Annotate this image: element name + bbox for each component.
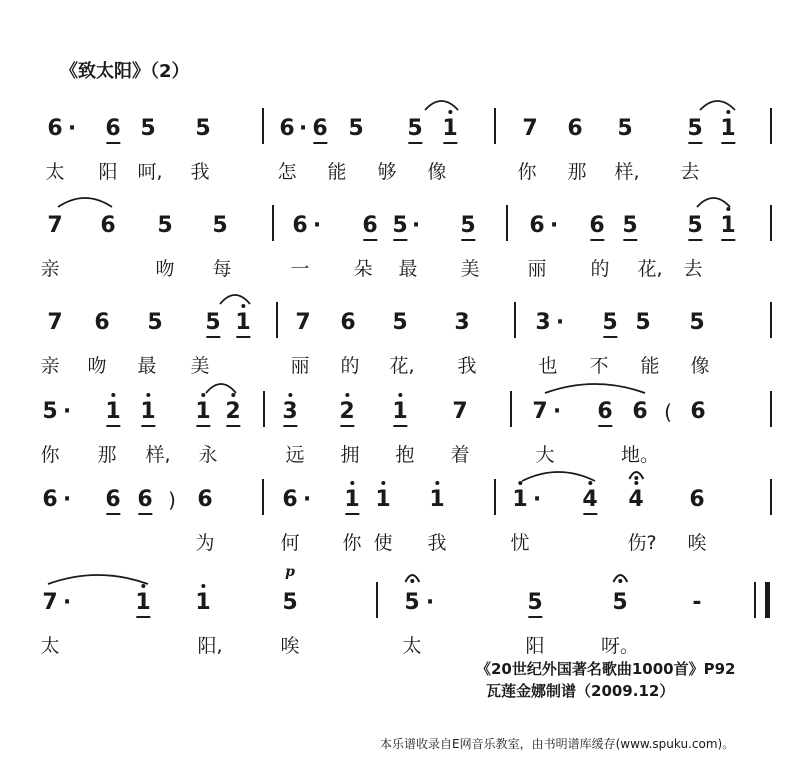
note: 6 [282,487,298,512]
note: 1 [429,489,444,511]
underline-mark [461,239,475,241]
note: 4 [582,489,597,511]
slur-mark [522,467,595,483]
note: 6 [567,116,583,141]
note: 5 [687,215,702,237]
lyric-syllable: 忧 [510,532,530,554]
augmentation-dot: · [302,487,312,512]
lyric-syllable: 我 [457,355,477,377]
octave-dot-above [435,481,439,485]
lyric-syllable: 的 [340,355,360,377]
note: 3 [535,310,551,335]
lyric-syllable: 太 [402,635,422,657]
note: 5 [687,118,702,140]
note: 6 [100,213,116,238]
underline-mark [206,336,220,338]
lyric-syllable: 去 [680,161,700,183]
note: 7 [47,310,63,335]
octave-dot-above [146,393,150,397]
lyric-syllable: 的 [590,258,610,280]
octave-dot-above [201,393,205,397]
augmentation-dot: · [532,487,542,512]
underline-mark [106,513,120,515]
footer-note: 本乐谱收录自E网音乐教室，由书明谱库缓存(www.spuku.com)。 [380,737,735,751]
note: 6 [632,399,648,424]
note: 1 [135,592,150,614]
note: 6 [137,489,152,511]
octave-dot-above [201,584,205,588]
lyric-syllable: 大 [535,444,555,466]
underline-mark [313,142,327,144]
augmentation-dot: · [549,213,559,238]
lyric-syllable: 不 [589,355,609,377]
bar-line [376,582,378,618]
underline-mark [688,142,702,144]
lyric-syllable: 朵 [353,258,373,280]
underline-mark [598,425,612,427]
slur-mark [425,96,458,112]
lyric-syllable: 美 [190,355,210,377]
fermata-icon [403,568,421,586]
augmentation-dot: · [555,310,565,335]
bar-line [770,479,772,515]
lyric-syllable: 一 [290,258,310,280]
slur-mark [206,379,236,395]
note: 1 [512,489,527,511]
repeat-paren: ) [168,488,176,512]
octave-dot-above [398,393,402,397]
lyric-syllable: 去 [683,258,703,280]
slur-mark [545,379,645,395]
source-credit: 《20世纪外国著名歌曲1000首》P92 [476,660,736,678]
lyric-syllable: 着 [450,444,470,466]
note: 6 [689,487,705,512]
underline-mark [528,616,542,618]
augmentation-dot: · [62,487,72,512]
underline-mark [340,425,354,427]
underline-mark [721,239,735,241]
bar-line [276,302,278,338]
note: 4 [628,489,643,511]
augmentation-dot: · [62,399,72,424]
augmentation-dot: · [552,399,562,424]
bar-line [770,302,772,338]
underline-mark [393,239,407,241]
note: 5 [212,213,228,238]
lyric-syllable: 样, [614,161,640,183]
lyric-syllable: 怎 [277,161,297,183]
note: 1 [720,215,735,237]
underline-mark [583,513,597,515]
note: 7 [532,399,548,424]
lyric-syllable: 花, [389,355,415,377]
lyric-syllable: 呵, [137,161,163,183]
lyric-syllable: 那 [567,161,587,183]
lyric-syllable: 你 [517,161,537,183]
note: 7 [47,213,63,238]
augmentation-dot: · [67,116,77,141]
note: 1 [195,592,210,614]
lyric-syllable: 丽 [290,355,310,377]
octave-dot-above [288,393,292,397]
lyric-syllable: 像 [690,355,710,377]
underline-mark [141,425,155,427]
note: 1 [105,401,120,423]
lyric-syllable: 唉 [280,635,300,657]
bar-line [506,205,508,241]
octave-dot-above [381,481,385,485]
note: 5 [42,399,58,424]
sustain-dash: - [692,590,702,615]
lyric-syllable: 最 [137,355,157,377]
underline-mark [590,239,604,241]
lyric-syllable: 你 [342,532,362,554]
lyric-syllable: 伤? [627,532,657,554]
underline-mark [393,425,407,427]
note: 6 [105,489,120,511]
note: 5 [392,310,408,335]
underline-mark [623,239,637,241]
transcriber-credit: 瓦莲金娜制谱（2009.12） [486,682,675,700]
underline-mark [106,425,120,427]
lyric-syllable: 抱 [395,444,415,466]
lyric-syllable: 使 [373,532,393,554]
lyric-syllable: 我 [190,161,210,183]
note: 2 [339,401,354,423]
augmentation-dot: · [411,213,421,238]
note: 6 [340,310,356,335]
augmentation-dot: · [298,116,308,141]
underline-mark [196,425,210,427]
note: 6 [42,487,58,512]
lyric-syllable: 吻 [87,355,107,377]
lyric-syllable: 我 [427,532,447,554]
note: 6 [279,116,295,141]
note: 1 [442,118,457,140]
note: 5 [195,116,211,141]
note: 5 [527,592,542,614]
lyric-syllable: 太 [45,161,65,183]
lyric-syllable: 吻 [155,258,175,280]
note: 5 [460,215,475,237]
note: 5 [689,310,705,335]
final-bar-line [765,582,770,618]
augmentation-dot: · [312,213,322,238]
note: 1 [392,401,407,423]
bar-line [494,108,496,144]
bar-line [510,391,512,427]
lyric-syllable: 阳, [197,635,223,657]
lyric-syllable: 丽 [527,258,547,280]
lyric-syllable: 像 [427,161,447,183]
underline-mark [345,513,359,515]
slur-mark [700,96,735,112]
note: 5 [622,215,637,237]
bar-line [770,108,772,144]
note: 6 [589,215,604,237]
lyric-syllable: 能 [327,161,347,183]
lyric-syllable: 永 [198,444,218,466]
bar-line [514,302,516,338]
augmentation-dot: · [62,590,72,615]
fermata-icon [627,465,645,483]
note: 6 [312,118,327,140]
note: 5 [407,118,422,140]
underline-mark [283,425,297,427]
lyric-syllable: 最 [398,258,418,280]
underline-mark [226,425,240,427]
underline-mark [363,239,377,241]
note: 6 [197,487,213,512]
note: 7 [452,399,468,424]
note: 5 [392,215,407,237]
underline-mark [138,513,152,515]
note: 6 [529,213,545,238]
bar-line [770,391,772,427]
note: 6 [362,215,377,237]
note: 6 [47,116,63,141]
note: 5 [612,592,627,614]
lyric-syllable: 太 [40,635,60,657]
note: 7 [295,310,311,335]
lyric-syllable: 阳 [525,635,545,657]
note: 6 [292,213,308,238]
note: 7 [522,116,538,141]
fermata-icon [611,568,629,586]
lyric-syllable: 阳 [98,161,118,183]
note: 5 [635,310,651,335]
lyric-syllable: 地。 [620,444,660,466]
octave-dot-above [345,393,349,397]
underline-mark [236,336,250,338]
lyric-syllable: 亲 [40,258,60,280]
lyric-syllable: 亲 [40,355,60,377]
bar-line [754,582,756,618]
note: 5 [348,116,364,141]
octave-dot-above [350,481,354,485]
lyric-syllable: 呀。 [600,635,640,657]
slur-mark [697,193,730,209]
slur-mark [48,570,148,586]
underline-mark [443,142,457,144]
lyric-syllable: 够 [377,161,397,183]
dynamic-marking: p [285,564,295,580]
note: 1 [720,118,735,140]
lyric-syllable: 何 [280,532,300,554]
note: 5 [617,116,633,141]
bar-line [494,479,496,515]
bar-line [263,391,265,427]
note: 6 [105,118,120,140]
lyric-syllable: 唉 [687,532,707,554]
note: 5 [404,592,419,614]
lyric-syllable: 远 [285,444,305,466]
note: 2 [225,401,240,423]
note: 3 [454,310,470,335]
lyric-syllable: 你 [40,444,60,466]
underline-mark [603,336,617,338]
lyric-syllable: 能 [640,355,660,377]
lyric-syllable: 为 [195,532,215,554]
repeat-paren: ( [664,400,672,424]
lyric-syllable: 也 [538,355,558,377]
underline-mark [106,142,120,144]
underline-mark [408,142,422,144]
bar-line [262,108,264,144]
slur-mark [58,193,112,209]
bar-line [262,479,264,515]
slur-mark [220,290,250,306]
note: 5 [602,312,617,334]
lyric-syllable: 每 [212,258,232,280]
lyric-syllable: 那 [97,444,117,466]
note: 6 [690,399,706,424]
note: 6 [94,310,110,335]
note: 5 [157,213,173,238]
lyric-syllable: 拥 [340,444,360,466]
note: 1 [344,489,359,511]
augmentation-dot: · [425,590,435,615]
note: 1 [140,401,155,423]
note: 5 [282,590,298,615]
note: 1 [195,401,210,423]
note: 1 [235,312,250,334]
lyric-syllable: 花, [637,258,663,280]
bar-line [272,205,274,241]
octave-dot-above [111,393,115,397]
note: 7 [42,590,58,615]
note: 5 [140,116,156,141]
lyric-syllable: 样, [145,444,171,466]
underline-mark [688,239,702,241]
bar-line [770,205,772,241]
note: 5 [147,310,163,335]
note: 3 [282,401,297,423]
note: 6 [597,401,612,423]
note: 1 [375,489,390,511]
underline-mark [721,142,735,144]
underline-mark [136,616,150,618]
song-title: 《致太阳》（2） [60,61,190,82]
lyric-syllable: 美 [460,258,480,280]
note: 5 [205,312,220,334]
